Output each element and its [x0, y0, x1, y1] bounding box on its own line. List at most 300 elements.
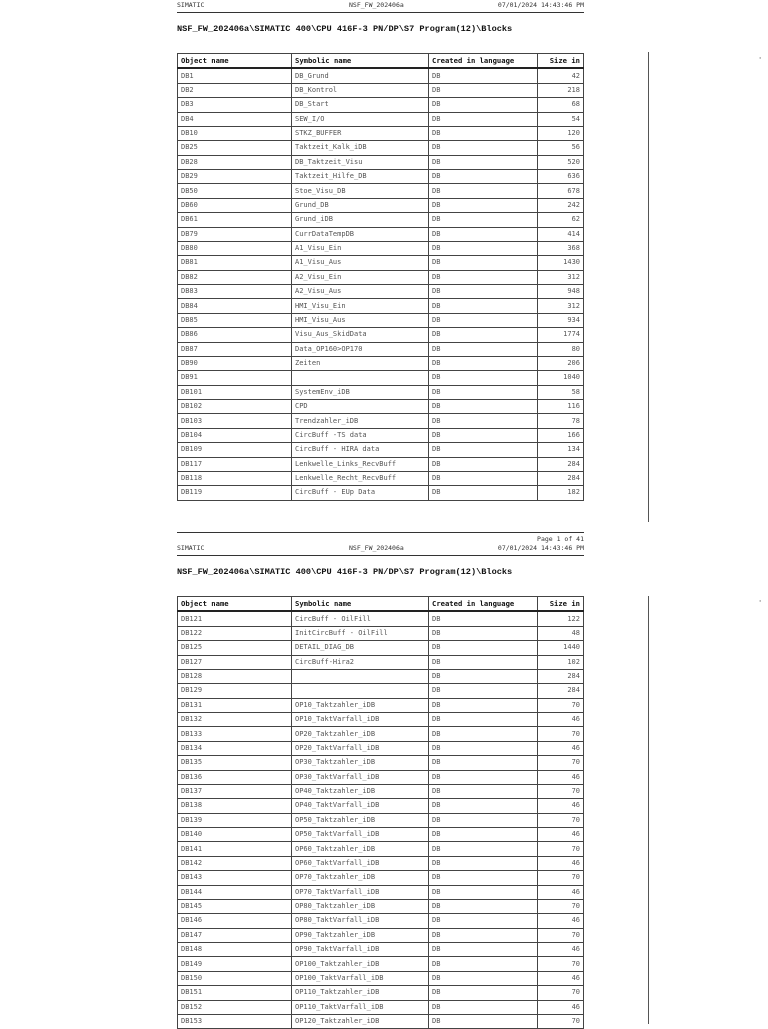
- cell-symbolic-name: Visu_Aus_SkidData: [292, 328, 429, 342]
- table-row: [178, 943, 584, 957]
- cell-object-name: DB137: [178, 784, 292, 798]
- cell-object-name: DB128: [178, 669, 292, 683]
- cell-object-name: DB141: [178, 842, 292, 856]
- cell-symbolic-name: OP20_Taktzahler_iDB: [292, 727, 429, 741]
- cell-language: DB: [429, 141, 538, 155]
- cell-symbolic-name: [292, 371, 429, 385]
- cell-size: 284: [538, 457, 584, 471]
- cell-language: DB: [429, 943, 538, 957]
- cell-language: DB: [429, 669, 538, 683]
- table-row: [178, 457, 584, 471]
- cell-symbolic-name: OP110_Taktzahler_iDB: [292, 986, 429, 1000]
- table-row: [178, 471, 584, 485]
- header-left: SIMATIC: [177, 544, 205, 552]
- cell-object-name: DB85: [178, 313, 292, 327]
- cell-size: 284: [538, 684, 584, 698]
- cell-language: DB: [429, 385, 538, 399]
- cell-object-name: DB138: [178, 799, 292, 813]
- table-row: [178, 899, 584, 913]
- table-row: [178, 342, 584, 356]
- cell-object-name: DB87: [178, 342, 292, 356]
- cell-symbolic-name: OP50_Taktzahler_iDB: [292, 813, 429, 827]
- cell-size: 182: [538, 486, 584, 500]
- cell-object-name: DB102: [178, 400, 292, 414]
- page-number: Page 1 of 41: [537, 535, 584, 543]
- table-row: [178, 486, 584, 500]
- cell-size: 70: [538, 986, 584, 1000]
- cell-size: 46: [538, 828, 584, 842]
- cell-object-name: DB139: [178, 813, 292, 827]
- cell-size: 1774: [538, 328, 584, 342]
- table-row: [178, 385, 584, 399]
- cell-size: 70: [538, 871, 584, 885]
- table-row: [178, 842, 584, 856]
- cell-size: 414: [538, 227, 584, 241]
- cell-size: 636: [538, 170, 584, 184]
- page-header: [177, 0, 584, 13]
- cell-size: 166: [538, 428, 584, 442]
- cell-size: 312: [538, 270, 584, 284]
- cell-symbolic-name: OP70_Taktzahler_iDB: [292, 871, 429, 885]
- cell-symbolic-name: CircBuff - HIRA data: [292, 443, 429, 457]
- cell-object-name: DB146: [178, 914, 292, 928]
- table-row: [178, 68, 584, 83]
- cell-size: 934: [538, 313, 584, 327]
- cell-symbolic-name: SEW_I/O: [292, 112, 429, 126]
- cell-language: DB: [429, 342, 538, 356]
- header-center: NSF_FW_202406a: [349, 544, 404, 552]
- cell-object-name: DB119: [178, 486, 292, 500]
- cell-size: 54: [538, 112, 584, 126]
- table-row: [178, 155, 584, 169]
- table-row: [178, 770, 584, 784]
- cell-symbolic-name: CPD: [292, 400, 429, 414]
- table-row: [178, 713, 584, 727]
- cell-object-name: DB91: [178, 371, 292, 385]
- cell-language: DB: [429, 184, 538, 198]
- cell-object-name: DB133: [178, 727, 292, 741]
- cell-language: DB: [429, 871, 538, 885]
- cell-language: DB: [429, 155, 538, 169]
- cell-object-name: DB143: [178, 871, 292, 885]
- table-row: [178, 270, 584, 284]
- cell-language: DB: [429, 241, 538, 255]
- cell-size: 46: [538, 971, 584, 985]
- cell-symbolic-name: Taktzeit_Kalk_iDB: [292, 141, 429, 155]
- table-row: [178, 414, 584, 428]
- cell-size: 68: [538, 98, 584, 112]
- cell-size: 56: [538, 141, 584, 155]
- cell-object-name: DB144: [178, 885, 292, 899]
- cell-size: 46: [538, 770, 584, 784]
- table-row: [178, 285, 584, 299]
- adjacent-page-tick: ': [758, 599, 763, 607]
- cell-symbolic-name: OP40_TaktVarfall_iDB: [292, 799, 429, 813]
- table-row: [178, 986, 584, 1000]
- table-row: [178, 698, 584, 712]
- cell-symbolic-name: OP90_Taktzahler_iDB: [292, 928, 429, 942]
- cell-object-name: DB152: [178, 1000, 292, 1014]
- cell-object-name: DB50: [178, 184, 292, 198]
- cell-size: 46: [538, 741, 584, 755]
- cell-symbolic-name: OP110_TaktVarfall_iDB: [292, 1000, 429, 1014]
- cell-object-name: DB142: [178, 856, 292, 870]
- report-page-2: [177, 543, 584, 1024]
- cell-language: DB: [429, 400, 538, 414]
- cell-symbolic-name: [292, 684, 429, 698]
- cell-symbolic-name: CircBuff-Hira2: [292, 655, 429, 669]
- table-row: [178, 626, 584, 640]
- cell-language: DB: [429, 784, 538, 798]
- cell-symbolic-name: Grund_DB: [292, 198, 429, 212]
- cell-language: DB: [429, 443, 538, 457]
- table-body: [178, 68, 584, 500]
- cell-object-name: DB145: [178, 899, 292, 913]
- table-row: [178, 400, 584, 414]
- cell-object-name: DB80: [178, 241, 292, 255]
- cell-size: 46: [538, 1000, 584, 1014]
- cell-object-name: DB61: [178, 213, 292, 227]
- cell-language: DB: [429, 471, 538, 485]
- header-right: 07/01/2024 14:43:46 PM: [497, 1, 584, 9]
- cell-size: 284: [538, 471, 584, 485]
- cell-language: DB: [429, 227, 538, 241]
- cell-object-name: DB82: [178, 270, 292, 284]
- cell-symbolic-name: OP100_TaktVarfall_iDB: [292, 971, 429, 985]
- cell-language: DB: [429, 1014, 538, 1028]
- cell-symbolic-name: OP30_TaktVarfall_iDB: [292, 770, 429, 784]
- table-row: [178, 170, 584, 184]
- cell-size: 70: [538, 842, 584, 856]
- adjacent-page-edge: [648, 52, 649, 522]
- cell-object-name: DB10: [178, 126, 292, 140]
- table-row: [178, 227, 584, 241]
- cell-size: 1040: [538, 371, 584, 385]
- cell-language: DB: [429, 213, 538, 227]
- cell-object-name: DB132: [178, 713, 292, 727]
- cell-language: DB: [429, 112, 538, 126]
- cell-size: 58: [538, 385, 584, 399]
- cell-size: 948: [538, 285, 584, 299]
- cell-size: 46: [538, 713, 584, 727]
- cell-language: DB: [429, 256, 538, 270]
- cell-object-name: DB60: [178, 198, 292, 212]
- cell-object-name: DB127: [178, 655, 292, 669]
- cell-object-name: DB131: [178, 698, 292, 712]
- cell-object-name: DB2: [178, 83, 292, 97]
- cell-language: DB: [429, 611, 538, 626]
- table-row: [178, 356, 584, 370]
- page-title: NSF_FW_202406a\SIMATIC 400\CPU 416F-3 PN/DP\S7 Program(12)\Blocks: [177, 567, 513, 577]
- cell-language: DB: [429, 371, 538, 385]
- cell-object-name: DB117: [178, 457, 292, 471]
- cell-size: 284: [538, 669, 584, 683]
- cell-size: 122: [538, 611, 584, 626]
- cell-object-name: DB153: [178, 1014, 292, 1028]
- cell-object-name: DB121: [178, 611, 292, 626]
- table-row: [178, 655, 584, 669]
- cell-language: DB: [429, 98, 538, 112]
- cell-language: DB: [429, 828, 538, 842]
- cell-size: 70: [538, 899, 584, 913]
- cell-size: 218: [538, 83, 584, 97]
- cell-language: DB: [429, 626, 538, 640]
- column-header-symbolic-name: Symbolic name: [292, 54, 429, 69]
- cell-symbolic-name: Lenkwelle_Links_RecvBuff: [292, 457, 429, 471]
- cell-symbolic-name: OP100_Taktzahler_iDB: [292, 957, 429, 971]
- cell-size: 70: [538, 784, 584, 798]
- cell-language: DB: [429, 741, 538, 755]
- cell-language: DB: [429, 957, 538, 971]
- cell-object-name: DB125: [178, 641, 292, 655]
- cell-language: DB: [429, 684, 538, 698]
- cell-size: 678: [538, 184, 584, 198]
- cell-language: DB: [429, 842, 538, 856]
- cell-size: 42: [538, 68, 584, 83]
- table-row: [178, 126, 584, 140]
- cell-object-name: DB83: [178, 285, 292, 299]
- cell-language: DB: [429, 713, 538, 727]
- cell-language: DB: [429, 770, 538, 784]
- cell-symbolic-name: CurrDataTempDB: [292, 227, 429, 241]
- table-row: [178, 914, 584, 928]
- table-header-row: [178, 54, 584, 69]
- cell-language: DB: [429, 655, 538, 669]
- cell-symbolic-name: Lenkwelle_Recht_RecvBuff: [292, 471, 429, 485]
- cell-symbolic-name: InitCircBuff - OilFill: [292, 626, 429, 640]
- cell-symbolic-name: OP90_TaktVarfall_iDB: [292, 943, 429, 957]
- cell-size: 70: [538, 727, 584, 741]
- cell-symbolic-name: CircBuff - OilFill: [292, 611, 429, 626]
- cell-object-name: DB140: [178, 828, 292, 842]
- cell-object-name: DB118: [178, 471, 292, 485]
- cell-object-name: DB103: [178, 414, 292, 428]
- table-row: [178, 828, 584, 842]
- cell-symbolic-name: OP10_TaktVarfall_iDB: [292, 713, 429, 727]
- cell-symbolic-name: A1_Visu_Ein: [292, 241, 429, 255]
- table-row: [178, 799, 584, 813]
- cell-symbolic-name: OP40_Taktzahler_iDB: [292, 784, 429, 798]
- cell-language: DB: [429, 986, 538, 1000]
- table-row: [178, 299, 584, 313]
- cell-object-name: DB90: [178, 356, 292, 370]
- table-row: [178, 856, 584, 870]
- cell-language: DB: [429, 1000, 538, 1014]
- adjacent-page-edge: [648, 596, 649, 1024]
- cell-size: 116: [538, 400, 584, 414]
- cell-size: 1440: [538, 641, 584, 655]
- table-row: [178, 813, 584, 827]
- cell-size: 46: [538, 914, 584, 928]
- cell-symbolic-name: Taktzeit_Hilfe_DB: [292, 170, 429, 184]
- table-row: [178, 756, 584, 770]
- cell-language: DB: [429, 270, 538, 284]
- cell-object-name: DB149: [178, 957, 292, 971]
- table-row: [178, 727, 584, 741]
- table-body: [178, 611, 584, 1028]
- cell-language: DB: [429, 356, 538, 370]
- table-row: [178, 957, 584, 971]
- cell-language: DB: [429, 83, 538, 97]
- cell-language: DB: [429, 428, 538, 442]
- cell-language: DB: [429, 885, 538, 899]
- cell-symbolic-name: [292, 669, 429, 683]
- page-footer: [177, 532, 584, 543]
- blocks-table: [177, 596, 584, 1029]
- cell-symbolic-name: Data_OP160>OP170: [292, 342, 429, 356]
- table-row: [178, 784, 584, 798]
- cell-symbolic-name: OP120_Taktzahler_iDB: [292, 1014, 429, 1028]
- column-header-language: Created in language: [429, 597, 538, 612]
- cell-size: 206: [538, 356, 584, 370]
- cell-object-name: DB25: [178, 141, 292, 155]
- header-left: SIMATIC: [177, 1, 205, 9]
- table-row: [178, 971, 584, 985]
- column-header-symbolic-name: Symbolic name: [292, 597, 429, 612]
- cell-symbolic-name: Grund_iDB: [292, 213, 429, 227]
- table-row: [178, 641, 584, 655]
- cell-symbolic-name: Stoe_Visu_DB: [292, 184, 429, 198]
- table-row: [178, 328, 584, 342]
- table-row: [178, 928, 584, 942]
- cell-size: 46: [538, 856, 584, 870]
- column-header-size: Size in: [538, 54, 584, 69]
- cell-size: 120: [538, 126, 584, 140]
- cell-language: DB: [429, 899, 538, 913]
- cell-language: DB: [429, 170, 538, 184]
- cell-symbolic-name: Trendzahler_iDB: [292, 414, 429, 428]
- cell-size: 78: [538, 414, 584, 428]
- column-header-object-name: Object name: [178, 54, 292, 69]
- cell-size: 70: [538, 1014, 584, 1028]
- cell-symbolic-name: HMI_Visu_Aus: [292, 313, 429, 327]
- cell-symbolic-name: OP80_TaktVarfall_iDB: [292, 914, 429, 928]
- report-page-1: [177, 0, 584, 548]
- cell-object-name: DB86: [178, 328, 292, 342]
- cell-language: DB: [429, 856, 538, 870]
- table-row: [178, 611, 584, 626]
- cell-size: 520: [538, 155, 584, 169]
- cell-object-name: DB4: [178, 112, 292, 126]
- cell-object-name: DB3: [178, 98, 292, 112]
- table-row: [178, 428, 584, 442]
- table-row: [178, 885, 584, 899]
- cell-object-name: DB136: [178, 770, 292, 784]
- table-row: [178, 256, 584, 270]
- cell-size: 368: [538, 241, 584, 255]
- table-row: [178, 184, 584, 198]
- cell-object-name: DB151: [178, 986, 292, 1000]
- cell-language: DB: [429, 698, 538, 712]
- table-row: [178, 1014, 584, 1028]
- cell-size: 46: [538, 885, 584, 899]
- table-row: [178, 141, 584, 155]
- cell-object-name: DB79: [178, 227, 292, 241]
- table-header-row: [178, 597, 584, 612]
- cell-size: 70: [538, 928, 584, 942]
- page-title: NSF_FW_202406a\SIMATIC 400\CPU 416F-3 PN/DP\S7 Program(12)\Blocks: [177, 24, 513, 34]
- table-row: [178, 871, 584, 885]
- table-row: [178, 241, 584, 255]
- cell-language: DB: [429, 914, 538, 928]
- table-row: [178, 313, 584, 327]
- table-row: [178, 213, 584, 227]
- cell-language: DB: [429, 756, 538, 770]
- cell-object-name: DB29: [178, 170, 292, 184]
- cell-language: DB: [429, 285, 538, 299]
- cell-symbolic-name: OP70_TaktVarfall_iDB: [292, 885, 429, 899]
- cell-symbolic-name: Zeiten: [292, 356, 429, 370]
- header-center: NSF_FW_202406a: [349, 1, 404, 9]
- cell-size: 46: [538, 943, 584, 957]
- cell-size: 70: [538, 698, 584, 712]
- header-right: 07/01/2024 14:43:46 PM: [497, 544, 584, 552]
- cell-symbolic-name: OP80_Taktzahler_iDB: [292, 899, 429, 913]
- cell-language: DB: [429, 813, 538, 827]
- cell-language: DB: [429, 799, 538, 813]
- cell-size: 242: [538, 198, 584, 212]
- cell-language: DB: [429, 198, 538, 212]
- cell-language: DB: [429, 641, 538, 655]
- cell-size: 62: [538, 213, 584, 227]
- table-row: [178, 669, 584, 683]
- column-header-size: Size in: [538, 597, 584, 612]
- cell-symbolic-name: DB_Kontrol: [292, 83, 429, 97]
- cell-symbolic-name: OP60_TaktVarfall_iDB: [292, 856, 429, 870]
- table-row: [178, 684, 584, 698]
- cell-object-name: DB135: [178, 756, 292, 770]
- cell-object-name: DB104: [178, 428, 292, 442]
- cell-size: 48: [538, 626, 584, 640]
- cell-symbolic-name: DB_Start: [292, 98, 429, 112]
- cell-language: DB: [429, 68, 538, 83]
- cell-object-name: DB81: [178, 256, 292, 270]
- cell-object-name: DB122: [178, 626, 292, 640]
- cell-object-name: DB147: [178, 928, 292, 942]
- column-header-object-name: Object name: [178, 597, 292, 612]
- cell-object-name: DB129: [178, 684, 292, 698]
- cell-symbolic-name: CircBuff - EUp Data: [292, 486, 429, 500]
- cell-size: 70: [538, 813, 584, 827]
- cell-language: DB: [429, 457, 538, 471]
- cell-symbolic-name: DB_Grund: [292, 68, 429, 83]
- cell-language: DB: [429, 414, 538, 428]
- table-row: [178, 98, 584, 112]
- cell-size: 134: [538, 443, 584, 457]
- page-header: [177, 543, 584, 556]
- adjacent-page-tick: ': [758, 56, 763, 64]
- cell-object-name: DB148: [178, 943, 292, 957]
- cell-symbolic-name: OP20_TaktVarfall_iDB: [292, 741, 429, 755]
- cell-size: 102: [538, 655, 584, 669]
- cell-size: 70: [538, 957, 584, 971]
- cell-language: DB: [429, 299, 538, 313]
- table-row: [178, 741, 584, 755]
- table-row: [178, 112, 584, 126]
- cell-language: DB: [429, 328, 538, 342]
- table-row: [178, 198, 584, 212]
- cell-language: DB: [429, 486, 538, 500]
- cell-symbolic-name: DB_Taktzeit_Visu: [292, 155, 429, 169]
- table-row: [178, 371, 584, 385]
- cell-symbolic-name: OP10_Taktzahler_iDB: [292, 698, 429, 712]
- cell-symbolic-name: A1_Visu_Aus: [292, 256, 429, 270]
- cell-object-name: DB84: [178, 299, 292, 313]
- cell-size: 312: [538, 299, 584, 313]
- cell-object-name: DB101: [178, 385, 292, 399]
- cell-object-name: DB28: [178, 155, 292, 169]
- blocks-table: [177, 53, 584, 501]
